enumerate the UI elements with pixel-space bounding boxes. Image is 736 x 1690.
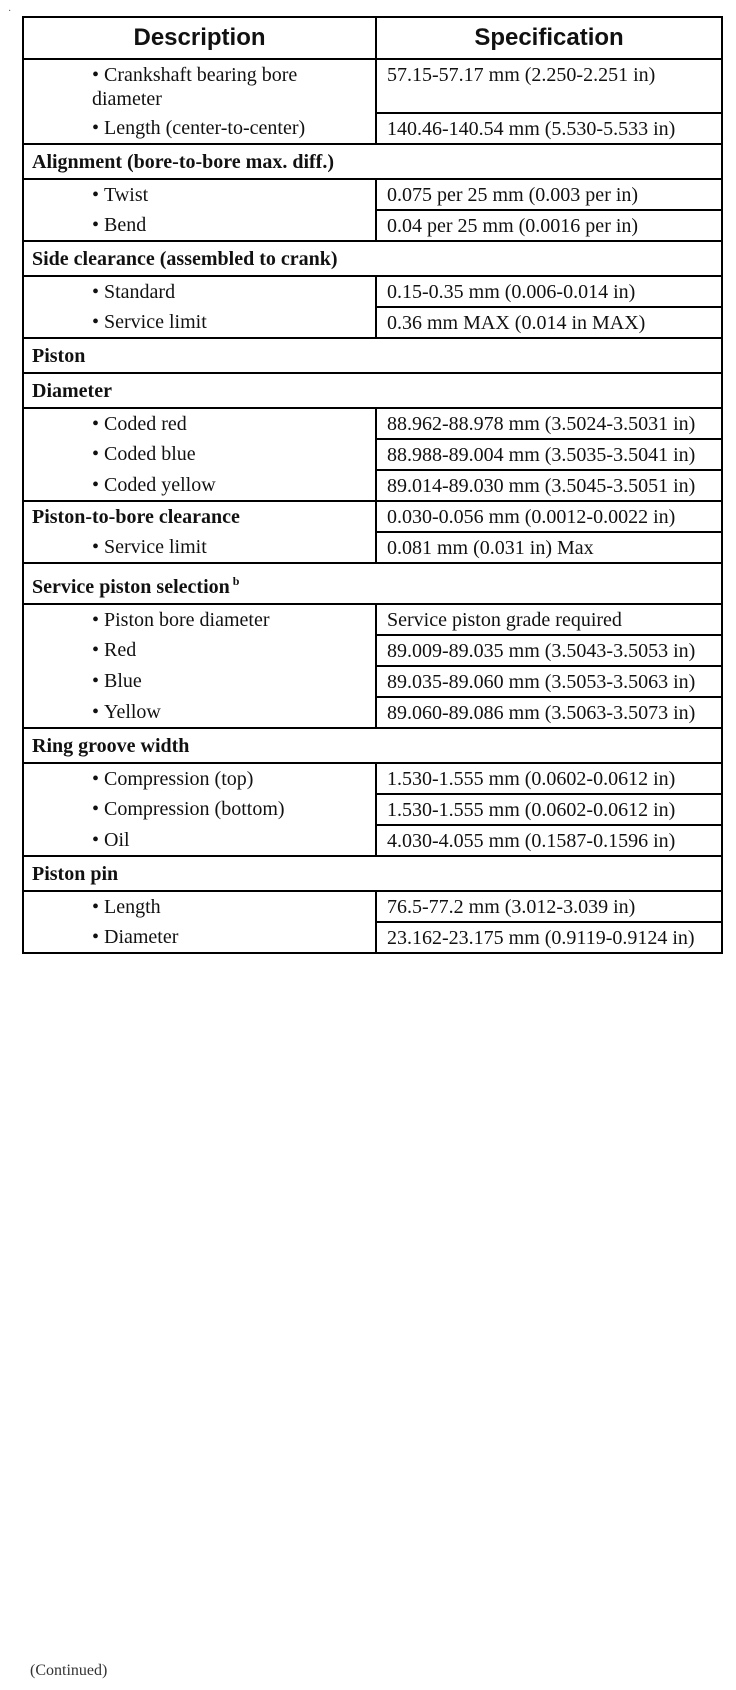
section-title xyxy=(23,856,722,891)
specification-cell xyxy=(376,794,722,825)
bullet-icon: • xyxy=(92,413,100,435)
description-cell xyxy=(23,113,376,144)
spec-row xyxy=(23,179,722,210)
description-cell xyxy=(23,501,376,532)
specification-cell xyxy=(376,408,722,439)
description-cell xyxy=(23,604,376,635)
section-title xyxy=(23,728,722,763)
bullet-icon: • xyxy=(92,768,100,790)
specification-cell xyxy=(376,825,722,856)
section-title xyxy=(23,563,722,604)
spec-row xyxy=(23,891,722,922)
bullet-icon: • xyxy=(92,311,100,333)
spec-row xyxy=(23,210,722,241)
description-cell xyxy=(23,763,376,794)
specification-cell xyxy=(376,470,722,501)
specification-cell xyxy=(376,113,722,144)
spec-row xyxy=(23,604,722,635)
description-text: Piston-to-bore clearance xyxy=(32,506,240,528)
description-cell xyxy=(23,210,376,241)
specification-cell xyxy=(376,501,722,532)
specification-text: 4.030-4.055 mm (0.1587-0.1596 in) xyxy=(387,830,676,852)
footnote-marker: b xyxy=(232,574,240,588)
description-text: Service limit xyxy=(104,536,207,558)
spec-row xyxy=(23,408,722,439)
specification-cell xyxy=(376,635,722,666)
specification-text: 0.030-0.056 mm (0.0012-0.0022 in) xyxy=(387,506,676,528)
group-head-row xyxy=(23,501,722,532)
specification-cell xyxy=(376,891,722,922)
spec-row xyxy=(23,276,722,307)
description-text: Crankshaft bearing bore diameter xyxy=(92,64,298,110)
specification-cell xyxy=(376,307,722,338)
specification-cell xyxy=(376,532,722,563)
section-title xyxy=(23,144,722,179)
section-title xyxy=(23,338,722,373)
description-cell xyxy=(23,825,376,856)
spec-row xyxy=(23,922,722,953)
description-text: Coded yellow xyxy=(104,474,216,496)
specification-text: 88.962-88.978 mm (3.5024-3.5031 in) xyxy=(387,413,696,435)
specification-text: 0.075 per 25 mm (0.003 per in) xyxy=(387,184,639,206)
bullet-icon: • xyxy=(92,184,100,206)
specification-text: 89.014-89.030 mm (3.5045-3.5051 in) xyxy=(387,475,696,497)
specification-cell xyxy=(376,276,722,307)
bullet-icon: • xyxy=(92,896,100,918)
specification-text: 140.46-140.54 mm (5.530-5.533 in) xyxy=(387,118,676,140)
specification-text: 0.081 mm (0.031 in) Max xyxy=(387,537,594,559)
section-header-row xyxy=(23,728,722,763)
bullet-icon: • xyxy=(92,798,100,820)
specification-cell xyxy=(376,210,722,241)
description-cell xyxy=(23,697,376,728)
specification-text: 89.060-89.086 mm (3.5063-3.5073 in) xyxy=(387,702,696,724)
spec-row xyxy=(23,307,722,338)
spec-row xyxy=(23,825,722,856)
description-text: Compression (bottom) xyxy=(104,798,285,820)
description-text: Twist xyxy=(104,184,149,206)
description-cell xyxy=(23,666,376,697)
bullet-icon: • xyxy=(92,701,100,723)
section-header-row xyxy=(23,241,722,276)
bullet-icon: • xyxy=(92,64,100,86)
specification-cell xyxy=(376,697,722,728)
description-text: Length (center-to-center) xyxy=(104,117,306,139)
section-title-text: Ring groove width xyxy=(32,735,190,757)
section-title-text: Diameter xyxy=(32,380,112,402)
spec-row xyxy=(23,113,722,144)
description-text: Service limit xyxy=(104,311,207,333)
specification-cell xyxy=(376,666,722,697)
specification-text: 0.15-0.35 mm (0.006-0.014 in) xyxy=(387,281,636,303)
description-cell xyxy=(23,891,376,922)
description-cell xyxy=(23,276,376,307)
section-title-text: Side clearance (assembled to crank) xyxy=(32,248,338,270)
bullet-icon: • xyxy=(92,281,100,303)
bullet-icon: • xyxy=(92,536,100,558)
description-text: Length xyxy=(104,896,161,918)
section-header-row xyxy=(23,856,722,891)
bullet-icon: • xyxy=(92,639,100,661)
specification-text: Service piston grade required xyxy=(387,609,622,631)
description-text: Bend xyxy=(104,214,147,236)
section-title-text: Piston xyxy=(32,345,86,367)
description-cell xyxy=(23,59,376,113)
specification-text: 0.36 mm MAX (0.014 in MAX) xyxy=(387,312,646,334)
specification-text: 1.530-1.555 mm (0.0602-0.0612 in) xyxy=(387,768,676,790)
spec-table-body xyxy=(23,59,722,953)
specification-text: 57.15-57.17 mm (2.250-2.251 in) xyxy=(387,64,656,86)
description-text: Piston bore diameter xyxy=(104,609,270,631)
section-header-row xyxy=(23,563,722,604)
description-cell xyxy=(23,635,376,666)
specification-cell xyxy=(376,763,722,794)
spec-row xyxy=(23,697,722,728)
section-header-row xyxy=(23,338,722,373)
description-text: Blue xyxy=(104,670,142,692)
column-header-specification: Specification xyxy=(376,17,722,59)
description-text: Oil xyxy=(104,829,130,851)
description-text: Coded red xyxy=(104,413,187,435)
section-header-row xyxy=(23,373,722,408)
description-text: Compression (top) xyxy=(104,768,254,790)
specification-text: 23.162-23.175 mm (0.9119-0.9124 in) xyxy=(387,927,695,949)
spec-row xyxy=(23,470,722,501)
bullet-icon: • xyxy=(92,117,100,139)
specification-cell xyxy=(376,439,722,470)
specification-text: 76.5-77.2 mm (3.012-3.039 in) xyxy=(387,896,636,918)
bullet-icon: • xyxy=(92,829,100,851)
spec-row xyxy=(23,635,722,666)
spec-row xyxy=(23,763,722,794)
description-text: Coded blue xyxy=(104,443,196,465)
specification-text: 89.009-89.035 mm (3.5043-3.5053 in) xyxy=(387,640,696,662)
column-header-description: Description xyxy=(23,17,376,59)
spec-table-header xyxy=(23,17,722,59)
description-text: Diameter xyxy=(104,926,179,948)
description-text: Standard xyxy=(104,281,176,303)
specification-text: 0.04 per 25 mm (0.0016 per in) xyxy=(387,215,639,237)
description-cell xyxy=(23,439,376,470)
specification-cell xyxy=(376,179,722,210)
section-title-text: Service piston selection xyxy=(32,576,230,598)
description-text: Yellow xyxy=(104,701,161,723)
spec-row xyxy=(23,794,722,825)
spec-table xyxy=(22,16,723,954)
description-cell xyxy=(23,532,376,563)
description-cell xyxy=(23,307,376,338)
description-cell xyxy=(23,470,376,501)
specification-cell xyxy=(376,922,722,953)
section-title-text: Alignment (bore-to-bore max. diff.) xyxy=(32,151,334,173)
specification-text: 1.530-1.555 mm (0.0602-0.0612 in) xyxy=(387,799,676,821)
specification-cell xyxy=(376,604,722,635)
description-cell xyxy=(23,408,376,439)
section-title xyxy=(23,373,722,408)
specification-text: 89.035-89.060 mm (3.5053-3.5063 in) xyxy=(387,671,696,693)
bullet-icon: • xyxy=(92,670,100,692)
section-header-row xyxy=(23,144,722,179)
spec-row xyxy=(23,532,722,563)
bullet-icon: • xyxy=(92,609,100,631)
description-cell xyxy=(23,922,376,953)
description-text: Red xyxy=(104,639,137,661)
spec-row xyxy=(23,59,722,113)
description-cell xyxy=(23,179,376,210)
corner-mark: · xyxy=(8,6,12,17)
spec-row xyxy=(23,666,722,697)
bullet-icon: • xyxy=(92,926,100,948)
section-title xyxy=(23,241,722,276)
specification-cell xyxy=(376,59,722,113)
spec-row xyxy=(23,439,722,470)
specification-text: 88.988-89.004 mm (3.5035-3.5041 in) xyxy=(387,444,696,466)
bullet-icon: • xyxy=(92,443,100,465)
bullet-icon: • xyxy=(92,214,100,236)
bullet-icon: • xyxy=(92,474,100,496)
continued-note: (Continued) xyxy=(30,1662,108,1679)
section-title-text: Piston pin xyxy=(32,863,119,885)
description-cell xyxy=(23,794,376,825)
